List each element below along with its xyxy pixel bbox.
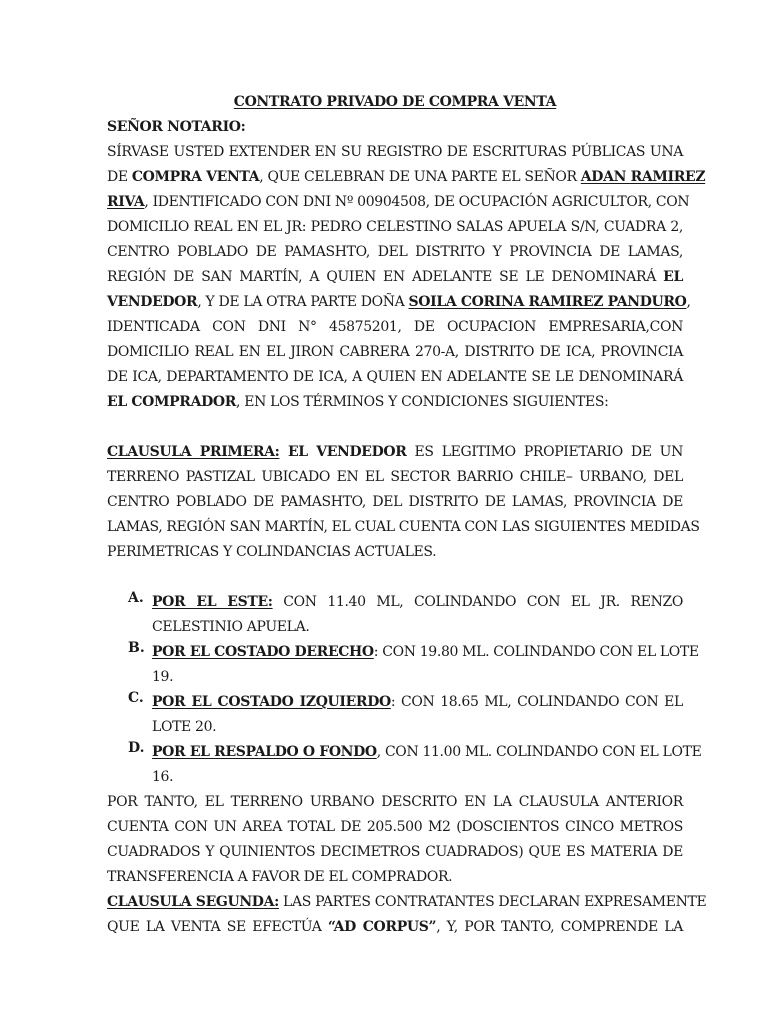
salutation: SEÑOR NOTARIO:: [107, 119, 246, 135]
clause-line: CLAUSULA SEGUNDA: LAS PARTES CONTRATANTES DECLARAN EXPRESAMENTE: [107, 894, 707, 910]
intro-line: CENTRO POBLADO DE PAMASHTO, DEL DISTRITO Y PROVINCIA DE LAMAS,: [107, 244, 683, 260]
document-title: CONTRATO PRIVADO DE COMPRA VENTA: [233, 94, 557, 110]
paragraph-spacer: [107, 415, 683, 440]
intro-line: EL COMPRADOR, EN LOS TÉRMINOS Y CONDICIONES SIGUIENTES:: [107, 394, 609, 410]
contract-type: COMPRA VENTA: [131, 169, 260, 185]
clause-heading: CLAUSULA SEGUNDA:: [107, 894, 279, 910]
intro-line: DOMICILIO REAL EN EL JR: PEDRO CELESTINO SALAS APUELA S/N, CUADRA 2,: [107, 219, 683, 235]
clause-line: PERIMETRICAS Y COLINDANCIAS ACTUALES.: [107, 544, 437, 560]
intro-line: VENDEDOR, Y DE LA OTRA PARTE DOÑA SOILA CORINA RAMIREZ PANDURO,: [107, 294, 691, 310]
boundary-heading: POR EL RESPALDO O FONDO: [152, 744, 377, 760]
document-page: [107, 90, 707, 940]
list-marker: C.: [128, 690, 144, 706]
intro-line: DE ICA, DEPARTAMENTO DE ICA, A QUIEN EN ADELANTE SE LE DENOMINARÁ: [107, 369, 683, 385]
boundary-heading: POR EL COSTADO IZQUIERDO: [152, 694, 391, 710]
boundaries-list: [107, 590, 702, 790]
boundary-heading: POR EL ESTE:: [152, 594, 273, 610]
intro-line: DOMICILIO REAL EN EL JIRON CABRERA 270-A, DISTRITO DE ICA, PROVINCIA: [107, 344, 683, 360]
boundary-heading: POR EL COSTADO DERECHO: [152, 644, 374, 660]
clause-line: QUE LA VENTA SE EFECTÚA “AD CORPUS”, Y, POR TANTO, COMPRENDE LA: [107, 919, 683, 935]
clause-line: LAMAS, REGIÓN SAN MARTÍN, EL CUAL CUENTA CON LAS SIGUIENTES MEDIDAS: [107, 519, 700, 535]
list-marker: B.: [128, 640, 145, 656]
intro-line: REGIÓN DE SAN MARTÍN, A QUIEN EN ADELANTE SE LE DENOMINARÁ EL: [107, 269, 683, 285]
list-item: A. POR EL ESTE: CON 11.40 ML, COLINDANDO CON EL JR. RENZO CELESTINIO APUELA.: [128, 590, 683, 635]
seller-name-cont: RIVA: [107, 194, 145, 210]
buyer-name: SOILA CORINA RAMIREZ PANDURO: [408, 294, 687, 310]
summary-line: POR TANTO, EL TERRENO URBANO DESCRITO EN LA CLAUSULA ANTERIOR: [107, 794, 683, 810]
seller-name: ADAN RAMIREZ: [580, 169, 706, 185]
clause-first: [107, 440, 700, 565]
area-summary: [107, 790, 683, 890]
intro-line: DE COMPRA VENTA, QUE CELEBRAN DE UNA PARTE EL SEÑOR ADAN RAMIREZ: [107, 169, 706, 185]
summary-line: TRANSFERENCIA A FAVOR DE EL COMPRADOR.: [107, 869, 453, 885]
list-item: B. POR EL COSTADO DERECHO: CON 19.80 ML. COLINDANDO CON EL LOTE 19.: [128, 640, 699, 685]
clause-second: [107, 890, 707, 940]
clause-line: CLAUSULA PRIMERA: EL VENDEDOR ES LEGITIMO PROPIETARIO DE UN: [107, 444, 683, 460]
list-item: D. POR EL RESPALDO O FONDO, CON 11.00 ML. COLINDANDO CON EL LOTE 16.: [128, 740, 702, 785]
list-marker: A.: [128, 590, 144, 606]
clause-line: TERRENO PASTIZAL UBICADO EN EL SECTOR BARRIO CHILE– URBANO, DEL: [107, 469, 683, 485]
intro-line: IDENTICADA CON DNI N° 45875201, DE OCUPACION EMPRESARIA,CON: [107, 319, 683, 335]
clause-heading: CLAUSULA PRIMERA:: [107, 444, 280, 460]
summary-line: CUADRADOS Y QUINIENTOS DECIMETROS CUADRADOS) QUE ES MATERIA DE: [107, 844, 683, 860]
intro-paragraph: [107, 140, 706, 415]
clause-line: CENTRO POBLADO DE PAMASHTO, DEL DISTRITO DE LAMAS, PROVINCIA DE: [107, 494, 683, 510]
list-marker: D.: [128, 740, 145, 756]
paragraph-spacer: [107, 565, 683, 590]
intro-line: SÍRVASE USTED EXTENDER EN SU REGISTRO DE ESCRITURAS PÚBLICAS UNA: [107, 144, 683, 160]
summary-line: CUENTA CON UN AREA TOTAL DE 205.500 M2 (DOSCIENTOS CINCO METROS: [107, 819, 683, 835]
intro-line: RIVA, IDENTIFICADO CON DNI Nº 00904508, DE OCUPACIÓN AGRICULTOR, CON: [107, 194, 690, 210]
list-item: C. POR EL COSTADO IZQUIERDO: CON 18.65 ML, COLINDANDO CON EL LOTE 20.: [128, 690, 683, 735]
